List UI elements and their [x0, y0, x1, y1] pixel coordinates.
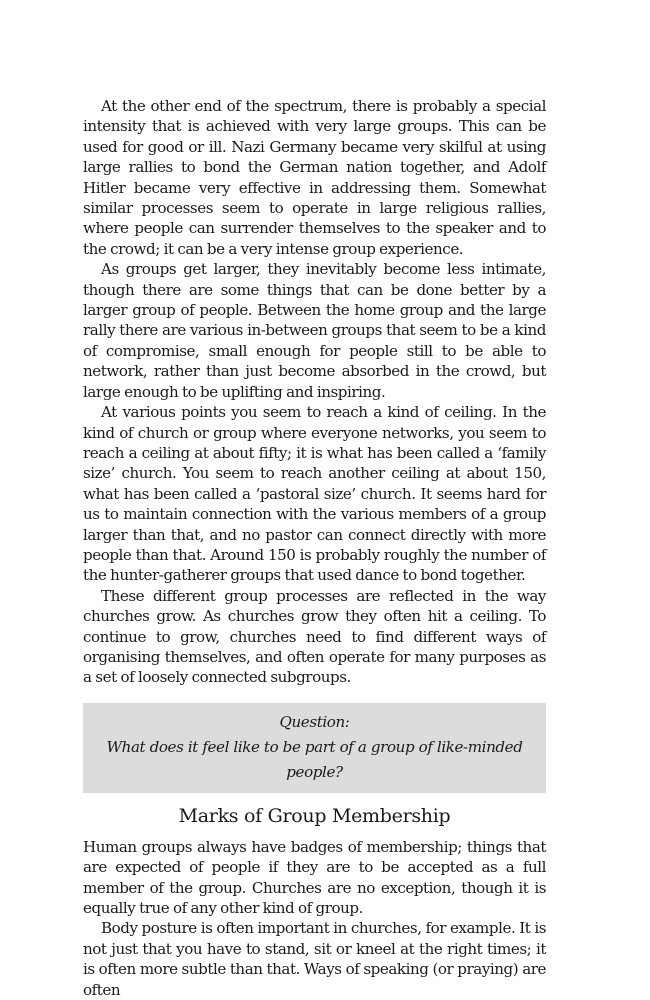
question-text: What does it feel like to be part of a group of like-minded people?: [106, 737, 523, 781]
body-paragraph: As groups get larger, they inevitably become less intimate, though there are some things that can be done better by a larger group of people. Between the home group and the large rally there are various in-between groups that seem to be a kind of compromise, small enough for people still to be able to network, rather than just become absorbed in the crowd, but large enough to be uplifting and inspiring.: [83, 260, 546, 401]
question-box: [83, 703, 546, 793]
body-paragraph: At the other end of the spectrum, there is probably a special intensity that is achieved with very large groups. This can be used for good or ill. Nazi Germany became very skilful at using large rallies to bond the German nation together, and Adolf Hitler became very effective in addressing them. Somewhat similar processes seem to operate in large religious rallies, where people can surrender themselves to the speaker and to the crowd; it can be a very intense group experience.: [83, 97, 546, 258]
body-paragraph: At various points you seem to reach a kind of ceiling. In the kind of church or group where everyone networks, you seem to reach a ceiling at about fifty; it is what has been called a ‘family size’ church. You seem to reach another ceiling at about 150, what has been called a ‘pastoral size’ church. It seems hard for us to maintain connection with the various members of a group larger than that, and no pastor can connect directly with more people than that. Around 150 is probably roughly the number of the hunter-gatherer groups that used dance to bond together.: [83, 403, 546, 585]
question-label: Question:: [279, 712, 350, 731]
body-paragraph: Human groups always have badges of membership; things that are expected of people if they are to be accepted as a full member of the group. Churches are no exception, though it is equally true of any other kind of group.: [83, 837, 546, 917]
body-paragraph: These different group processes are reflected in the way churches grow. As churches grow they often hit a ceiling. To continue to grow, churches need to find different ways of organising themselves, and often operate for many purposes as a set of loosely connected subgroups.: [83, 586, 546, 687]
page-body: [83, 96, 546, 1000]
body-paragraph: Body posture is often important in churches, for example. It is not just that you have to stand, sit or kneel at the right times; it is often more subtle than that. Ways of speaking (or praying) are often: [83, 919, 546, 999]
section-heading: Marks of Group Membership: [178, 804, 451, 827]
